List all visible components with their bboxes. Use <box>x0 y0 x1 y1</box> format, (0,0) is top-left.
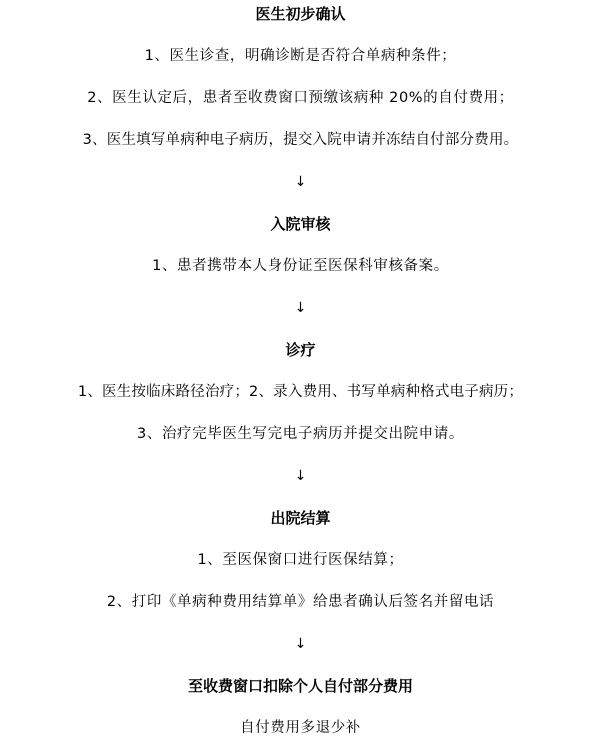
stage-title-discharge-settlement: 出院结算 <box>270 509 331 527</box>
down-arrow-icon: ↓ <box>294 468 307 484</box>
stage-title-preliminary-confirmation: 医生初步确认 <box>255 5 346 23</box>
stage-title-treatment: 诊疗 <box>285 341 316 359</box>
stage-title-admission-review: 入院审核 <box>270 215 331 233</box>
stage-item: 自付费用多退少补 <box>240 720 361 736</box>
down-arrow-icon: ↓ <box>294 300 307 316</box>
stage-item: 3、医生填写单病种电子病历，提交入院申请并冻结自付部分费用。 <box>82 132 519 148</box>
stage-item: 1、医生诊查，明确诊断是否符合单病种条件； <box>144 48 457 64</box>
down-arrow-icon: ↓ <box>294 174 307 190</box>
stage-item: 2、医生认定后，患者至收费窗口预缴该病种 20%的自付费用； <box>87 90 514 106</box>
stage-item: 1、医生按临床路径治疗；2、录入费用、书写单病种格式电子病历； <box>77 384 524 400</box>
stage-item: 1、至医保窗口进行医保结算； <box>197 552 404 568</box>
stage-item: 1、患者携带本人身份证至医保科审核备案。 <box>152 258 449 274</box>
down-arrow-icon: ↓ <box>294 636 307 652</box>
stage-item: 2、打印《单病种费用结算单》给患者确认后签名并留电话 <box>106 594 495 610</box>
stage-item: 3、治疗完毕医生写完电子病历并提交出院申请。 <box>137 426 464 442</box>
stage-title-self-pay-deduction: 至收费窗口扣除个人自付部分费用 <box>187 677 413 695</box>
